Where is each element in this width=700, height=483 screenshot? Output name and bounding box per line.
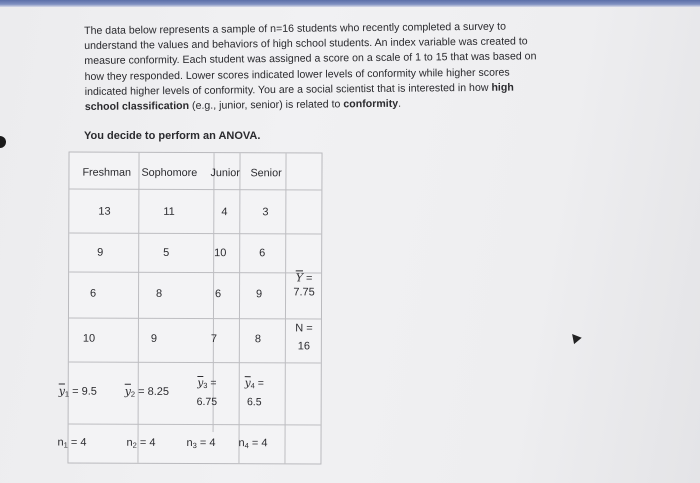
cell-sophomore-3: 8 <box>156 287 163 300</box>
cell-junior-4: 7 <box>210 333 218 346</box>
mean-junior <box>197 375 218 410</box>
subscript: 2 <box>132 440 137 450</box>
subscript: 3 <box>203 381 208 391</box>
table-divider <box>69 272 321 274</box>
header-sophomore: Sophomore <box>141 166 198 180</box>
count-value: = 4 <box>139 436 156 449</box>
grand-n <box>289 319 319 355</box>
left-edge-dot <box>0 136 6 148</box>
intro-line-1: The data below represents a sample of n=16 students who recently completed a survey to <box>84 20 507 37</box>
cell-freshman-1: 13 <box>98 205 111 218</box>
intro-line-6-text: (e.g., junior, senior) is related to <box>189 98 344 112</box>
cell-freshman-4: 10 <box>82 332 96 345</box>
ybar-symbol: $\overline{y}$ <box>58 384 65 398</box>
table-divider <box>69 424 321 426</box>
count-freshman <box>58 437 87 450</box>
intro-line-5-text: indicated higher levels of conformity. You are a social scientist that is interested in how <box>84 81 492 98</box>
cell-sophomore-2: 5 <box>163 246 170 259</box>
intro-bold-conformity: conformity <box>343 97 399 111</box>
header-freshman: Freshman <box>82 166 132 179</box>
intro-line-5-bold: high <box>491 81 514 94</box>
mean-freshman <box>59 385 97 399</box>
cell-senior-1: 3 <box>262 206 269 219</box>
n-symbol: n <box>126 436 133 449</box>
cell-sophomore-4: 9 <box>150 332 158 345</box>
intro-line-2: understand the values and behaviors of high school students. An index variable was created to <box>84 35 528 53</box>
intro-bold-classification: school classification <box>84 99 190 114</box>
cell-senior-4: 8 <box>254 333 262 346</box>
top-accent-rule <box>0 0 700 7</box>
subscript: 4 <box>250 381 255 391</box>
ybar-symbol: $\overline{Y}$ <box>295 271 304 285</box>
intro-line-6-end: . <box>398 97 402 110</box>
ybar-symbol: $\overline{y}$ <box>197 377 204 390</box>
table-divider <box>69 233 321 235</box>
mean-senior <box>245 375 264 410</box>
table-divider <box>69 362 321 364</box>
cell-junior-3: 6 <box>215 288 222 301</box>
header-senior: Senior <box>250 167 282 180</box>
problem-statement <box>84 18 615 115</box>
n-total-label: N = <box>295 322 313 335</box>
header-junior: Junior <box>210 167 240 180</box>
table-divider <box>69 318 321 320</box>
subscript: 2 <box>130 389 136 399</box>
ybar-symbol: $\overline{y}$ <box>244 377 251 390</box>
intro-line-4: how they responded. Lower scores indicated lower levels of conformity while higher scores <box>84 66 510 83</box>
n-symbol: n <box>186 436 193 449</box>
mean-value: 6.75 <box>196 396 218 409</box>
anova-instruction: You decide to perform an ANOVA. <box>84 130 261 142</box>
cell-freshman-2: 9 <box>97 246 104 259</box>
table-divider <box>238 153 240 463</box>
n-symbol: n <box>238 437 245 450</box>
cell-junior-2: 10 <box>214 247 227 260</box>
cell-senior-3: 9 <box>256 288 263 301</box>
count-sophomore <box>127 437 156 450</box>
equals-sign: = <box>257 377 264 390</box>
mean-value: = 9.5 <box>72 385 97 398</box>
mean-sophomore <box>125 385 169 399</box>
count-junior <box>187 437 216 450</box>
table-divider <box>137 153 139 463</box>
table-divider <box>284 153 286 463</box>
ybar-symbol: $\overline{y}$ <box>124 384 131 398</box>
n-total-value: 16 <box>297 340 311 353</box>
subscript: 1 <box>64 389 70 399</box>
cell-senior-2: 6 <box>259 247 266 260</box>
table-divider <box>69 189 321 191</box>
cell-sophomore-1: 11 <box>163 205 175 218</box>
count-senior <box>239 437 268 450</box>
n-symbol: n <box>57 436 64 449</box>
cell-junior-1: 4 <box>221 206 228 219</box>
grand-mean-value: 7.75 <box>293 286 315 299</box>
data-table <box>57 152 322 465</box>
mean-value: = 8.25 <box>138 385 170 398</box>
cell-freshman-3: 6 <box>90 287 97 300</box>
mean-value: 6.5 <box>246 396 262 409</box>
intro-line-3: measure conformity. Each student was assigned a score on a scale of 1 to 15 that was based on <box>84 50 537 68</box>
subscript: 4 <box>244 441 249 451</box>
equals-sign: = <box>210 377 217 390</box>
subscript: 1 <box>63 440 68 450</box>
count-value: = 4 <box>199 437 216 450</box>
grand-mean <box>289 271 319 299</box>
equals-sign: = <box>306 272 313 285</box>
subscript: 3 <box>192 440 197 451</box>
count-value: = 4 <box>251 437 268 450</box>
mouse-cursor-icon <box>568 331 581 344</box>
count-value: = 4 <box>70 436 87 449</box>
